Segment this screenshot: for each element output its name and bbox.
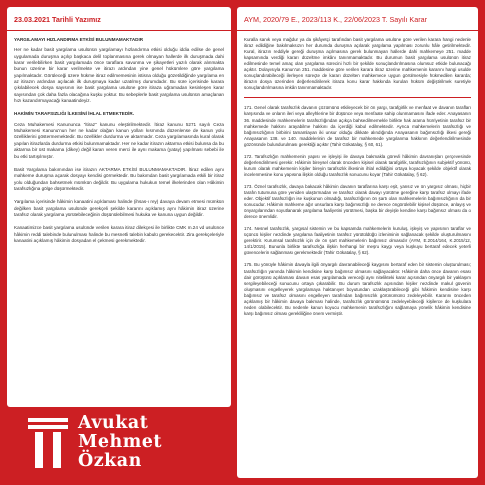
paragraph: 173. Öznel tarafsızlık, davaya bakacak hâkimin davanın taraflarına karşı eşit, yansız ve ön yargısız olması, hiçbir tarafın tutumuna göre yeniden ulaştırmadan ve tarafsız olarak davayı yürütme gereğine karşı tarafsız olmayı ifade eder. Objektif tarafsızlığın ise kuşkunun olmadığı, tarafsızlığının ön şartı olan mahkemelerin bağımsızlığının da bir sonucudur. Hâkimin mahkeme ağır unsurlara karşı bağımsızlığı ne derece öngörülebilir kişisel düşünce, anlayış ve önyargılarından soyutlanarak yargılama faaliyetini yürütmesi, başka bir deyişle kendine karşı bağımsız olması da o derece önemlidir. [244,183,471,220]
paragraph: Ceza Muhakemesi Kanununca "itiraz" kanunu eleştirilmektedir. İtiraz kanunu 5271 sayılı Ceza Muhakemesi Kanunu'nun her ne kadar olağan kanun yolları kısmında düzenlense de kanun yolu özelliklerini göstermemektedir. Bu özellikler durdurma ve aktarmadır. Ceza yargılamasında kural olarak yapılan itirazlarda durdurma etkisi bulunmamaktadır. Her ne kadar itirazın aktarma etkisi bulunsa da bu aktarma bir üst makama (dikey) değil kararı veren merci ile aynı makama (yatay) yapılması sebebi ile bu etki tartışılmıştır. [14,121,224,159]
left-panel-body [7,31,231,244]
right-document-panel [237,7,478,478]
paragraph: Basit Yargılama bakımından ise itirazın AKTARMA ETKİSİ BULUNMAMAKTADIR. İtiraz edilen aynı mahkeme duruşma açarak dosyayı kendisi görmektedir. Bu bakımdan basit yargılamada etkili bir itiraz yolu olduğundan bahsetmek mümkün değildir. Bu uygulama hukukun temel ilkelerinden olan Hâkimin tarafsızlığına gölge düşürmektedir. [14,166,224,191]
section-heading: YARGILAMAYI HIZLANDIRMA ETKİSİ BULUNMAMAKTADIR [14,37,144,42]
right-panel-title: AYM, 2020/79 E., 2023/113 K., 22/06/2023 T. Sayılı Karar [237,7,478,31]
paragraph: Kanaatimizce basit yargılama usulünde verilen karara itiraz dilekçesi ile birlikte CMK m.24 vd usulünce hâkimin reddi talebinde bulunulması halinde bu mesnetli talebin kabulü gerekecektir. Zira gerekçeleriyle kanaatini açıklamış hâkimin dosyadan el çekmesi gerekmektedir. [14,225,224,243]
section-divider [244,97,471,98]
paragraph: 172. Tarafsızlığın mahkemenin yapısı ve işleyişi ile davaya bakmakla görevli hâkimin davranışları çerçevesinde değerlendirilmesi gerekir. Hâkimin bireysel olarak önceden kişisel olarak tarafgirlik, tarafsızlığının subjektif yönünü, kurum olarak mahkemenin kişiler bireyin tarafsızlık ilkesinin ihlal edildiğini ortaya koyacak şekilde objektif olarak incelenmesine konu yapısına ilişkin olduğu tarafsızlık sonucunu koyar (Tahir Gökatalay, § 62). [244,153,471,177]
section-heading: HAKİMİN TARAFSIZLIĞI İLKESİNİ İHLAL ETMEKTEDİR. [14,111,135,117]
left-panel-title: 23.03.2021 Tarihli Yazımız [7,7,231,31]
paragraph: Kuralla sanık veya mağdur ya da şikâyetçi tarafından basit yargılama usulüne göre verilen karara hangi nedenle itiraz edildiğine bakılmaksızın her durumda duruşma açılarak yargılama yapılması zorunlu hâle getirilmektedir. Kural, itirazın reddiyle gereği duruşma açılmasına gerek bulunmayan hallerde dahi mahkemeye 251. madde kapsamında verdiği kararı düzeltme imkânı tanınmamaktadır. Bu durumun basit yargılama usulünün itiraz edilmesinde temel amaç olan yargılama sürecini hızlı bir şekilde sonuçlandırılmasına olumsuz etkide bulunacağı açıktır. Dolayısıyla Kanun'un 251. maddesine göre verilen karara itiraz üzerine mahkemenin kararını hangi usulde sonuçlandırabileceği ilerleyen süreçte de kararı düzelten mahkemece uygun görülmesiyle hükmedilen kararda; itirazın dosya üzerinden değerlendirilerek itiraza konu karar hakkında kurulan hüküm değiştirilmek suretiyle sonuçlandırılmasına imkân tanınmamaktadır. [244,37,471,91]
paragraph: 174. Nesnel tarafsızlık, yargısal sistemin ve bu kapsamda mahkemelerin kuruluş, işleyiş ve yapısının taraflar ve üçüncü kişiler nezdinde yargılama faaliyetinin tarafsız yürütüldüğü izleniminin sağlanacak şekilde oluşturulmasını gerektirir. Kurumsal tarafsızlık için de ön şart mahkemelerin bağımsız olmasıdır (AYM, E.2014/164, K.2015/12, 14/1/2015). Bununla birlikte tarafsızlığa ilişkin herhangi bir meşru kaygı veya kuşkuyu bertaraf edecek yeterli güvencelerin sağlanması gerekmektedir (Tahir Gökatalay, § 62). [244,226,471,256]
brand-line-2: Mehmet [78,432,162,452]
brand-name [78,414,162,471]
paragraph: Her ne kadar basit yargılama usulünün yargılamayı hızlandırma etkisi olduğu iddia edilse de genel uygulamada duruşma açılıp başkaca delil toplanmasına gerek olmayan hallerde ilk duruşmada dahi karar verilebilirken basit yargılamada önce taraflara savunma ve şikayetleri yazılı olarak alınmakta bunun üzerine bir karar verilmekte ve itirazı ardından yine genel hükümlere göre yargılama yapılmaktadır. Görüleceği üzere hükme itiraz edilmemesinin istisna olduğu gözetildiğinde yargılama en az itirazın ardından açılacak ilk duruşmaya kadar uzatılmış durumdadır. Bu süre içerisinde karara çıkılabilecek dosya sayısının ise basit yargılama usulüne göre itiraza uğramadan kesinleşen karar sayısından çok daha fazla olacağına kuşku yoktur. Bu sebeplerle basit yargılama usulünün amaçlanan hızı kazandırmayacağı kanaatindeyiz. [14,47,224,104]
paragraph: 171. Genel olarak tarafsızlık davanın çözümünü etkileyecek bir ön yargı, tarafgirlik ve menfaat ve davanın tarafları karşısında ve onların ileri veya alleyhlerine bir düşünce veya menfaate sahip olunmamasını ifade eder. Anayasanın 36. maddesinde mahkemelerin tarafsızlığından açıkça bahsedilmemekle birlikte hak arama hürriyetinin tarafsız bir mahkemede hakkını arayabilme hakkını da içerdiği kabul edilmektedir. Ayrıca mahkemelerin tarafsızlığı ve bağımsızlığının birbirini tamamlayan iki unsur olduğu dikkate alındığında Anayasanın bağımsızlığı ilkesi gereği Anayasanın 138. ve 140. maddelerinin de tarafsız bir mahkemede yargılanma hakkının değerlendirilmesinde gözönünde bulundurulması gerektiği açıktır (Tahir Gökatalay, § 60, 61). [244,105,471,147]
paragraph: 175. Bu yönüyle hâkimin davayla ilgili önyargılı davranabileceği kaygısını bertaraf eden bir sistemin oluşturulması; tarafsızlığın yanında hâkimin kendisine karşı bağımsız olmasını sağlayacaktır. Hâkimin daha önce davanın esası dair görüşünü açıklaması davaın esas yargılamada vereceği aynı nitelikteki karar açısından önyargılı bir yaklaşım sergileyebileceği sonucunu ortaya çıkarabilir. Bu durum tarafsızlık açısından kişiler nezdinde makul güvenin oluşmasını engelleyerek yargılamaya haktanıyet boyutundan uzaklaştırabileceği gibi hâkimin kendisine karşı bağımsız ve tarafsız olmasını engelleyen tarafından bağımsızlık görünümünü zedeleyebilir. Kararını önceden açıklamış bir hâkimin davaya bakması halinde, tarafsızlık görünümünü zedeleyebileceği kişilerce de kuşkulara neden olabilecektir. Bu nedenle kanun koyucu mahkemenin tarafsızlığını sağlamaya yönelik hâkimin kendisine karşı bağımsız olması gerekliliğine önem vermiştir. [244,262,471,316]
left-document-panel [7,7,231,407]
brand-line-1: Avukat [78,413,149,433]
right-panel-body [237,31,478,317]
paragraph: Yargılama içerisinde hâkimin kanaatini açıklaması halinde (ihsas-ı rey) davaya devam etmesi mümkün değilken basit yargılama usulünde gerekçeli şekilde kararını açıklamış aynı hâkimin itiraz üzerine tarafsız olarak yargılama yürütebileceğinin düşünülebilmesi hukuka ve kanuna uygun değildir. [14,199,224,217]
law-firm-logo-icon [28,418,68,468]
brand-line-3: Özkan [78,451,142,471]
